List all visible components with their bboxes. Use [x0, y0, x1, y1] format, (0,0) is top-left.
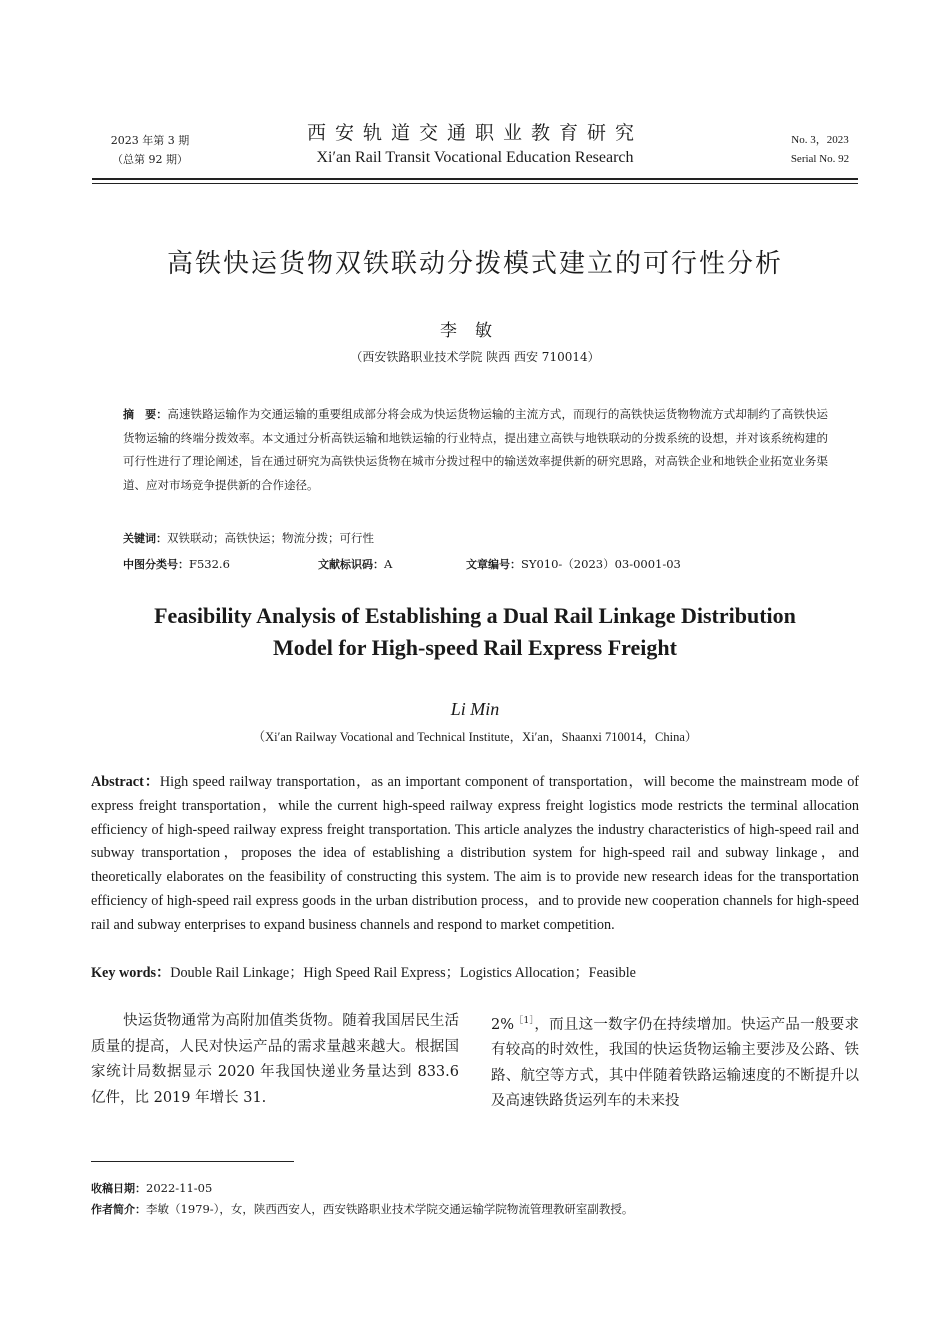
issue-info-cn: [95, 131, 205, 169]
journal-name: [250, 119, 700, 169]
keywords-en-label: Key words：: [91, 965, 171, 981]
body-right-text: ，而且这一数字仍在持续增加。快运产品一般要求有较高的时效性，我国的快运货物运输主要涉及公路、铁路、航空等方式，其中伴随着铁路运输速度的不断提升以及高速铁路货运列车的未来投: [491, 1016, 859, 1110]
article-no-value: SY010-（2023）03-0001-03: [521, 557, 681, 571]
journal-name-en: Xi′an Rail Transit Vocational Education Research: [316, 149, 634, 166]
paper-title-cn: 高铁快运货物双铁联动分拨模式建立的可行性分析: [166, 249, 783, 279]
abstract-en-text: High speed railway transportation，as an important component of transportation，will become the mainstream mode of express freight transportation，while the current high-speed railway express freight logistics mode restricts the terminal allocation efficiency of high-speed railway express freight transportation. This article analyzes the industry characteristics of high-speed rail and subway transportation，proposes the idea of establishing a distribution system for high-speed rail and subway linkage，and theoretically elaborates on the feasibility of constructing this system. The aim is to provide new research ideas for the transportation efficiency of high-speed rail express goods in the urban distribution process，and to provide new cooperation channels for high-speed rail and subway enterprises to expand business channels and respond to market competition.: [91, 774, 860, 933]
bio-label: 作者简介：: [91, 1203, 146, 1216]
abstract-cn-label: 摘 要：: [123, 408, 168, 421]
header-rule-thin: [92, 183, 858, 184]
abstract-en-label: Abstract：: [91, 774, 160, 790]
body-right-pre: 2%: [491, 1016, 515, 1033]
clc-label: 中图分类号：: [123, 558, 189, 571]
affiliation-en: （Xi′an Railway Vocational and Technical Institute，Xi′an，Shaanxi 710014，China）: [252, 730, 698, 744]
author-cn: 李敏: [440, 321, 510, 341]
serial-en: Serial No. 92: [790, 153, 850, 165]
article-no-label: 文章编号：: [466, 558, 521, 571]
received-label: 收稿日期：: [91, 1182, 146, 1195]
header-rule-thick: [92, 178, 858, 180]
received-value: 2022-11-05: [146, 1181, 213, 1195]
keywords-cn-label: 关键词：: [123, 532, 167, 545]
body-left-text: 快运货物通常为高附加值类货物。随着我国居民生活质量的提高，人民对快运产品的需求量越来越大。根据国家统计局数据显示 2020 年我国快递业务量达到 833.6 亿件，比 2019 年增长 31.: [91, 1013, 459, 1106]
author-en: Li Min: [450, 699, 500, 719]
abstract-en: [91, 771, 859, 938]
clc-value: F532.6: [189, 557, 230, 571]
issue-info-en: [770, 131, 870, 169]
body-column-left: [91, 1009, 459, 1111]
issue-cn: 2023 年第 3 期: [110, 134, 190, 147]
paper-title-en: [92, 600, 858, 664]
keywords-en-text: Double Rail Linkage；High Speed Rail Express；Logistics Allocation；Feasible: [170, 965, 636, 981]
paper-title-en-line2: Model for High-speed Rail Express Freight: [273, 635, 677, 660]
bio-value: 李敏（1979-），女，陕西西安人，西安铁路职业技术学院交通运输学院物流管理教研室副教授。: [146, 1202, 634, 1216]
footnote-rule: [91, 1161, 294, 1162]
abstract-cn-text: 高速铁路运输作为交通运输的重要组成部分将会成为快运货物运输的主流方式，而现行的高铁快运货物物流方式却制约了高铁快运货物运输的终端分拨效率。本文通过分析高铁运输和地铁运输的行业特点，提出建立高铁与地铁联动的分拨系统的设想，并对该系统构建的可行性进行了理论阐述，旨在通过研究为高铁快运货物在城市分拨过程中的输送效率提供新的研究思路，对高铁企业和地铁企业拓宽业务渠道、应对市场竞争提供新的合作途径。: [123, 407, 829, 492]
journal-name-cn: 西安轨道交通职业教育研究: [306, 122, 643, 144]
classification-row: [123, 556, 828, 572]
footnote-author-bio: [91, 1201, 871, 1217]
doc-code-value: A: [384, 557, 393, 571]
issue-en: No. 3，2023: [791, 134, 849, 146]
abstract-cn: [123, 403, 828, 497]
keywords-en: [91, 962, 859, 982]
citation-ref: ［1］: [514, 1016, 535, 1026]
body-column-right: [491, 1009, 859, 1115]
affiliation-cn: （西安铁路职业技术学院 陕西 西安 710014）: [350, 350, 600, 364]
serial-cn: （总第 92 期）: [112, 153, 188, 166]
paper-title-en-line1: Feasibility Analysis of Establishing a Dual Rail Linkage Distribution: [154, 603, 796, 628]
doc-code-label: 文献标识码：: [318, 558, 384, 571]
keywords-cn: [123, 530, 828, 546]
keywords-cn-text: 双铁联动；高铁快运；物流分拨；可行性: [167, 531, 374, 545]
footnote-received: [91, 1180, 871, 1196]
